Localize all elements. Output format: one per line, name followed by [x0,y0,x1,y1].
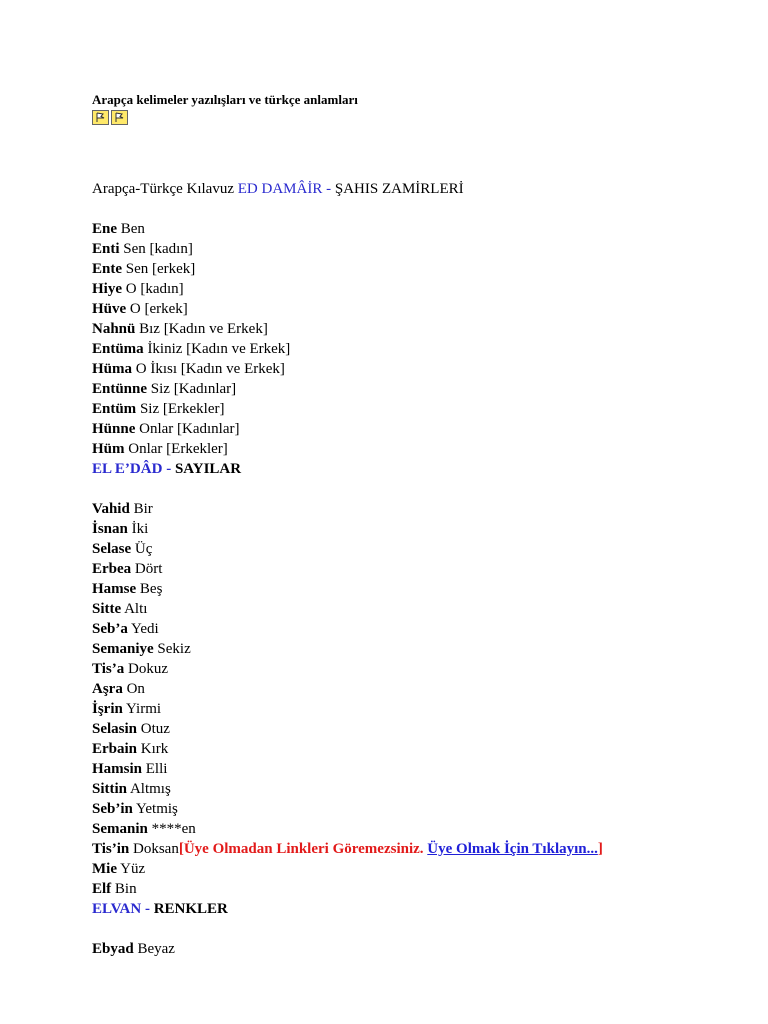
list-item [92,519,712,539]
list-item [92,779,712,799]
turkish-meaning: Yüz [116,861,146,877]
heading-turkish: ŞAHIS ZAMİRLERİ [334,181,464,197]
members-only-notice: [Üye Olmadan Linkleri Göremezsiniz. [178,841,428,857]
list-item [92,439,712,459]
turkish-meaning: Bir [129,501,153,517]
turkish-meaning: Otuz [137,721,170,737]
arabic-term: Sitte [92,601,122,617]
list-item [92,279,712,299]
arabic-term: Ente [92,261,122,277]
turkish-meaning: Ben [117,221,145,237]
list-item [92,399,712,419]
list-item [92,599,712,619]
arabic-term: Ebyad [92,941,134,957]
turkish-meaning: İkiniz [Kadın ve Erkek] [143,341,291,357]
arabic-term: İsnan [92,521,128,537]
arabic-term: Erbain [92,741,138,757]
arabic-term: Hamse [92,581,137,597]
heading-arabic: EL E’DÂD [92,461,163,477]
heading-separator: - [322,181,335,197]
pronoun-list [92,219,712,459]
arabic-term: Vahid [92,501,130,517]
turkish-meaning: Siz [Erkekler] [136,401,225,417]
turkish-meaning: Sen [erkek] [122,261,196,277]
list-item [92,559,712,579]
arabic-term: Nahnü [92,321,136,337]
arabic-term: Enti [92,241,120,257]
list-item [92,699,712,719]
arabic-term: Hüve [92,301,127,317]
arabic-term: İşrin [92,701,123,717]
heading-separator: - [162,461,175,477]
list-item [92,639,712,659]
color-list [92,939,712,959]
document-content [92,179,712,959]
turkish-meaning: Sekiz [153,641,191,657]
list-item [92,939,712,959]
list-item [92,719,712,739]
document-title: Arapça kelimeler yazılışları ve türkçe anlamları [92,92,358,107]
arabic-term: Semanin [92,821,148,837]
turkish-meaning: Yetmiş [132,801,178,817]
arabic-term: Selasin [92,721,138,737]
heading-arabic: ED DAMÂİR [237,181,323,197]
turkish-meaning: O [erkek] [126,301,188,317]
list-item [92,259,712,279]
arabic-term: Aşra [92,681,123,697]
turkish-meaning: Altmış [127,781,171,797]
arabic-term: Hünne [92,421,136,437]
list-item [92,839,712,859]
notice-close-bracket: ] [597,841,603,857]
list-item [92,299,712,319]
turkish-meaning: ****en [147,821,196,837]
heading-turkish: SAYILAR [174,461,242,477]
list-item [92,619,712,639]
arabic-term: Mie [92,861,117,877]
turkish-meaning: Doksan [129,841,179,857]
arabic-term: Hüma [92,361,133,377]
turkish-meaning: Beyaz [133,941,175,957]
turkish-meaning: İki [127,521,149,537]
turkish-meaning: Elli [142,761,168,777]
turkish-meaning: Yirmi [122,701,162,717]
arabic-term: Hamsin [92,761,143,777]
turkish-meaning: O [kadın] [122,281,184,297]
turkish-meaning: Yedi [127,621,159,637]
list-item [92,739,712,759]
heading-turkish: RENKLER [153,901,228,917]
turkish-meaning: Bin [111,881,137,897]
turkish-meaning: Bız [Kadın ve Erkek] [135,321,268,337]
arabic-term: Entüma [92,341,144,357]
list-item [92,359,712,379]
arabic-term: Seb’in [92,801,133,817]
list-item [92,819,712,839]
list-item [92,499,712,519]
arabic-term: Sittin [92,781,128,797]
arabic-term: Entüm [92,401,137,417]
arabic-term: Entünne [92,381,148,397]
turkish-meaning: Onlar [Kadınlar] [135,421,240,437]
member-signup-link[interactable]: Üye Olmak İçin Tıklayın... [427,841,598,857]
flag-icon[interactable] [111,110,128,125]
list-item [92,679,712,699]
turkish-meaning: Altı [121,601,148,617]
turkish-meaning: Üç [131,541,153,557]
turkish-meaning: Sen [kadın] [119,241,193,257]
list-item [92,539,712,559]
list-item [92,879,712,899]
list-item [92,659,712,679]
heading-separator: - [141,901,154,917]
flag-icon[interactable] [92,110,109,125]
arabic-term: Hiye [92,281,122,297]
arabic-term: Ene [92,221,118,237]
arabic-term: Hüm [92,441,125,457]
list-item [92,759,712,779]
arabic-term: Erbea [92,561,132,577]
list-item [92,379,712,399]
turkish-meaning: Beş [136,581,163,597]
list-item [92,339,712,359]
heading-pronouns [92,179,712,199]
arabic-term: Seb’a [92,621,128,637]
list-item [92,579,712,599]
heading-prefix: Arapça-Türkçe Kılavuz [92,181,238,197]
list-item [92,239,712,259]
arabic-term: Elf [92,881,112,897]
arabic-term: Selase [92,541,132,557]
list-item [92,419,712,439]
turkish-meaning: Dokuz [124,661,168,677]
list-item [92,859,712,879]
list-item [92,799,712,819]
arabic-term: Semaniye [92,641,154,657]
arabic-term: Tis’a [92,661,125,677]
number-list [92,499,712,899]
turkish-meaning: Siz [Kadınlar] [147,381,237,397]
icon-toolbar [92,110,130,125]
turkish-meaning: On [122,681,145,697]
list-item [92,219,712,239]
turkish-meaning: O İkısı [Kadın ve Erkek] [132,361,285,377]
turkish-meaning: Kırk [137,741,169,757]
heading-colors [92,899,712,919]
list-item [92,319,712,339]
turkish-meaning: Dört [131,561,163,577]
heading-numbers [92,459,712,479]
arabic-term: Tis’in [92,841,130,857]
turkish-meaning: Onlar [Erkekler] [124,441,228,457]
heading-arabic: ELVAN [92,901,142,917]
